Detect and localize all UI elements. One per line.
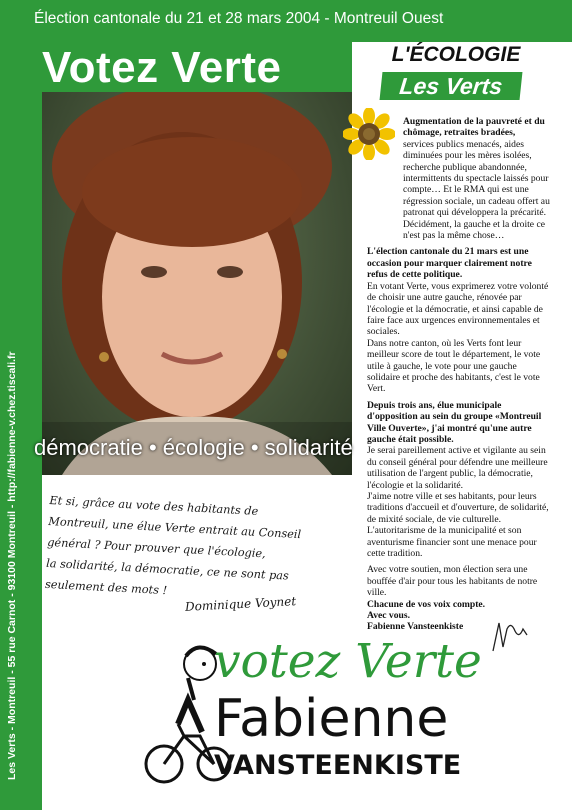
voynet-signature: Dominique Voynet: [184, 594, 297, 614]
closing-name: Fabienne Vansteenkiste: [367, 621, 464, 633]
closing-avec-vous: Avec vous.: [367, 610, 410, 622]
paragraph-1-lead: Augmentation de la pauvreté et du chômage, retraites bradées,: [403, 116, 545, 139]
handwritten-line: Montreuil, une élue Verte entrait au Conseil: [48, 514, 302, 542]
tagline: démocratie • écologie • solidarité: [34, 435, 353, 460]
main-title: Votez Verte: [42, 43, 282, 92]
paragraph-1-text: services publics menacés, aides diminuées pour les mères isolées, recherche publique abandonnée, intermittents du spectacle laissés pour compte… Et le RMA qui est une régression sociale, un cadeau offert au patronat qui développera la précarité. Décidément, la gauche et la droite ce n'est pas la même chose…: [403, 138, 550, 242]
paragraph-1: [367, 116, 551, 241]
portrait-illustration: [42, 92, 352, 475]
handwritten-line: seulement des mots !: [44, 577, 168, 598]
side-address-text: Les Verts - Montreuil - 55 rue Carnot - 93100 Montreuil - http://fabienne-v.chez.tiscali.fr: [6, 351, 18, 780]
body-column: [367, 116, 551, 633]
paragraph-5: J'aime notre ville et ses habitants, pour leurs traditions d'accueil et d'ouverture, de solidarité, de mixité sociale, de vie culturelle. L'autoritarisme de la municipalité et son aventurisme financier sont une menace pour cette tradition.: [367, 491, 549, 560]
votez-verte-script: votez Verte: [214, 634, 482, 689]
logo-ecologie: L'ÉCOLOGIE: [391, 43, 521, 66]
handwritten-line: la solidarité, la démocratie, ce ne sont pas: [45, 556, 290, 583]
candidate-photo: [42, 92, 352, 475]
election-line: Élection cantonale du 21 et 28 mars 2004 - Montreuil Ouest: [34, 10, 444, 27]
paragraph-4-lead: Depuis trois ans, élue municipale d'opposition au sein du groupe «Montreuil Ville Ouverte», j'ai montré qu'une autre gauche était possible.: [367, 399, 542, 445]
candidate-last-name: VANSTEENKISTE: [214, 750, 462, 781]
paragraph-2-lead: L'élection cantonale du 21 mars est une occasion pour marquer clairement notre refus de cette politique.: [367, 246, 532, 281]
paragraph-4-text: Je serai pareillement active et vigilante au sein du conseil général pour défendre une meilleure utilisation de l'argent public, la démocratie, l'écologie et la solidarité.: [367, 445, 548, 491]
logo-les-verts: Les Verts: [380, 72, 523, 100]
candidate-first-name: Fabienne: [214, 689, 449, 749]
paragraph-6: Avec votre soutien, mon élection sera une bouffée d'air pour tous les habitants de notre ville.: [367, 564, 538, 599]
closing-line: Chacune de vos voix compte.: [367, 598, 486, 610]
handwritten-line: général ? Pour prouver que l'écologie,: [46, 535, 266, 561]
candidate-signature: [489, 617, 531, 657]
paragraph-3: Dans notre canton, où les Verts font leur meilleur score de tout le département, le vote utile à gauche, le vote pour une gauche solidaire et proche des habitants, c'est le vote Vert.: [367, 337, 541, 395]
handwritten-line: Et si, grâce au vote des habitants de: [49, 493, 259, 518]
paragraph-2-text: En votant Verte, vous exprimerez votre volonté de choisir une autre gauche, rénovée par l'écologie et la démocratie, et ainsi capable de faire face aux urgences environnementales et sociales.: [367, 280, 549, 338]
handwritten-note: [45, 490, 360, 611]
